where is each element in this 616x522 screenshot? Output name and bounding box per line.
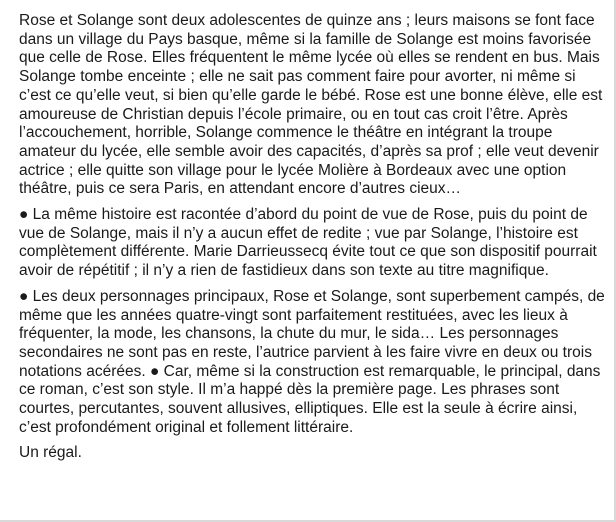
- paragraph-verdict: Un régal.: [19, 444, 82, 462]
- review-text: [19, 12, 611, 470]
- paragraph-characters-style: ● Les deux personnages principaux, Rose et Solange, sont superbement campés, de même que les années quatre-vingt sont parfaitement restituées, avec les lieux à fréquenter, la mode, les chansons, la chute du mur, le sida… Les personnages secondaires ne sont pas en reste, l’autrice parvient à les faire vivre en deux ou trois notations acérées. ● Car, même si la construction est remarquable, le principal, dans ce roman, c’est son style. Il m’a happé dès la première page. Les phrases sont courtes, percutantes, souvent allusives, elliptiques. Elle est la seule à écrire ainsi, c’est profondément original et follement littéraire.: [19, 287, 605, 436]
- paragraph-points-of-view: ● La même histoire est racontée d’abord du point de vue de Rose, puis du point de vue de Solange, mais il n’y a aucun effet de redite ; vue par Solange, l’histoire est complètement différente. Marie Darrieussecq évite tout ce que son dispositif pourrait avoir de répétitif ; il n’y a rien de fastidieux dans son texte au titre magnifique.: [19, 206, 597, 280]
- paragraph-summary: Rose et Solange sont deux adolescentes de quinze ans ; leurs maisons se font face dans un village du Pays basque, même si la famille de Solange est moins favorisée que celle de Rose. Elles fréquentent le même lycée où elles se rendent en bus. Mais Solange tombe enceinte ; elle ne sait pas comment faire pour avorter, ni même si c’est ce qu’elle veut, si bien qu’elle garde le bébé. Rose est une bonne élève, elle est amoureuse de Christian depuis l’école primaire, ou en tout cas croit l’être. Après l’accouchement, horrible, Solange commence le théâtre en intégrant la troupe amateur du lycée, elle semble avoir des capacités, d’après sa prof ; elle veut devenir actrice ; elle quitte son village pour le lycée Molière à Bordeaux avec une option théâtre, puis ce sera Paris, en attendant encore d’autres cieux…: [19, 12, 603, 198]
